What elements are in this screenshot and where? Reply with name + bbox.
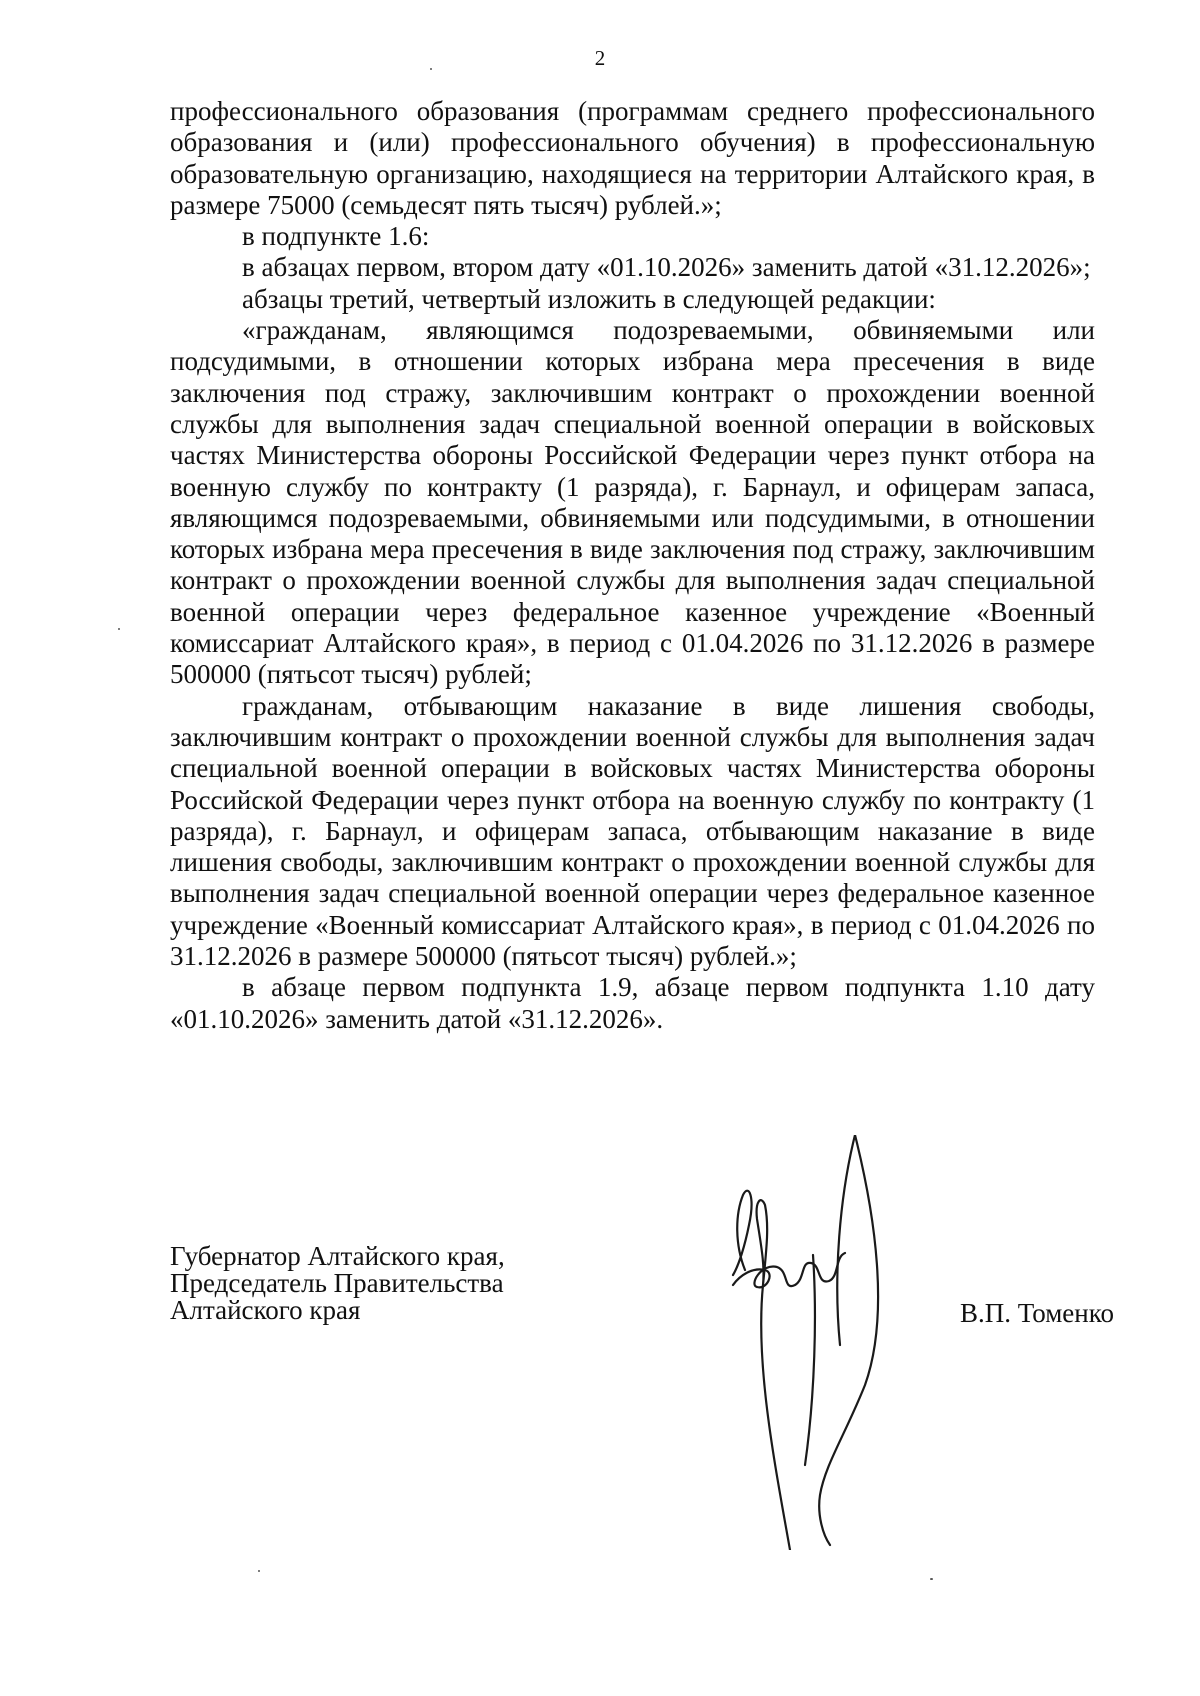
scan-speck (930, 1578, 933, 1580)
scan-speck (430, 68, 432, 70)
signer-name: В.П. Томенко (960, 1298, 1114, 1328)
paragraph-continuation: профессионального образования (программам среднего профессионального образования и (или) профессионального обучения) в профессиональную образовательную организацию, находящиеся на территории Алтайского края, в размере 75000 (семьдесят пять тысяч) рублей.»; (170, 96, 1095, 220)
signatory-title-line: Губернатор Алтайского края, (170, 1241, 505, 1271)
page-number: 2 (594, 46, 606, 70)
paragraph-suspects-payment: «гражданам, являющимся подозреваемыми, обвиняемыми или подсудимыми, в отношении которых избрана мера пресечения в виде заключения под стражу, заключившим контракт о прохождении военной службы для выполнения задач специальной военной операции в войсковых частях Министерства обороны Российской Федерации через пункт отбора на военную службу по контракту (1 разряда), г. Барнаул, и офицерам запаса, являющимся подозреваемыми, обвиняемыми или подсудимыми, в отношении которых избрана мера пресечения в виде заключения под стражу, заключившим контракт о прохождении военной службы для выполнения задач специальной военной операции через федеральное казенное учреждение «Военный комиссариат Алтайского края», в период с 01.04.2026 по 31.12.2026 в размере 500000 (пятьсот тысяч) рублей; (170, 315, 1095, 690)
paragraph-convicts-payment: гражданам, отбывающим наказание в виде лишения свободы, заключившим контракт о прохождении военной службы для выполнения задач специальной военной операции в войсковых частях Министерства обороны Российской Федерации через пункт отбора на военную службу по контракту (1 разряда), г. Барнаул, и офицерам запаса, отбывающим наказание в виде лишения свободы, заключившим контракт о прохождении военной службы для выполнения задач специальной военной операции через федеральное казенное учреждение «Военный комиссариат Алтайского края», в период с 01.04.2026 по 31.12.2026 в размере 500000 (пятьсот тысяч) рублей.»; (170, 690, 1095, 972)
scan-speck (258, 1570, 260, 1572)
document-body (170, 96, 1095, 1035)
paragraph-subclause-1-6: в подпункте 1.6: (242, 221, 430, 252)
signatory-title-line: Алтайского края (170, 1295, 361, 1325)
scan-speck (118, 628, 120, 630)
signatory-title-line: Председатель Правительства (170, 1268, 504, 1298)
paragraph-new-wording: абзацы третий, четвертый изложить в следующей редакции: (242, 283, 936, 314)
paragraph-final-amendment: в абзаце первом подпункта 1.9, абзаце первом подпункта 1.10 дату «01.10.2026» заменить датой «31.12.2026». (170, 972, 1095, 1034)
signatory-title (170, 1243, 505, 1324)
paragraph-date-replacement: в абзацах первом, втором дату «01.10.2026» заменить датой «31.12.2026»; (242, 252, 1091, 283)
handwritten-signature (705, 1135, 895, 1550)
